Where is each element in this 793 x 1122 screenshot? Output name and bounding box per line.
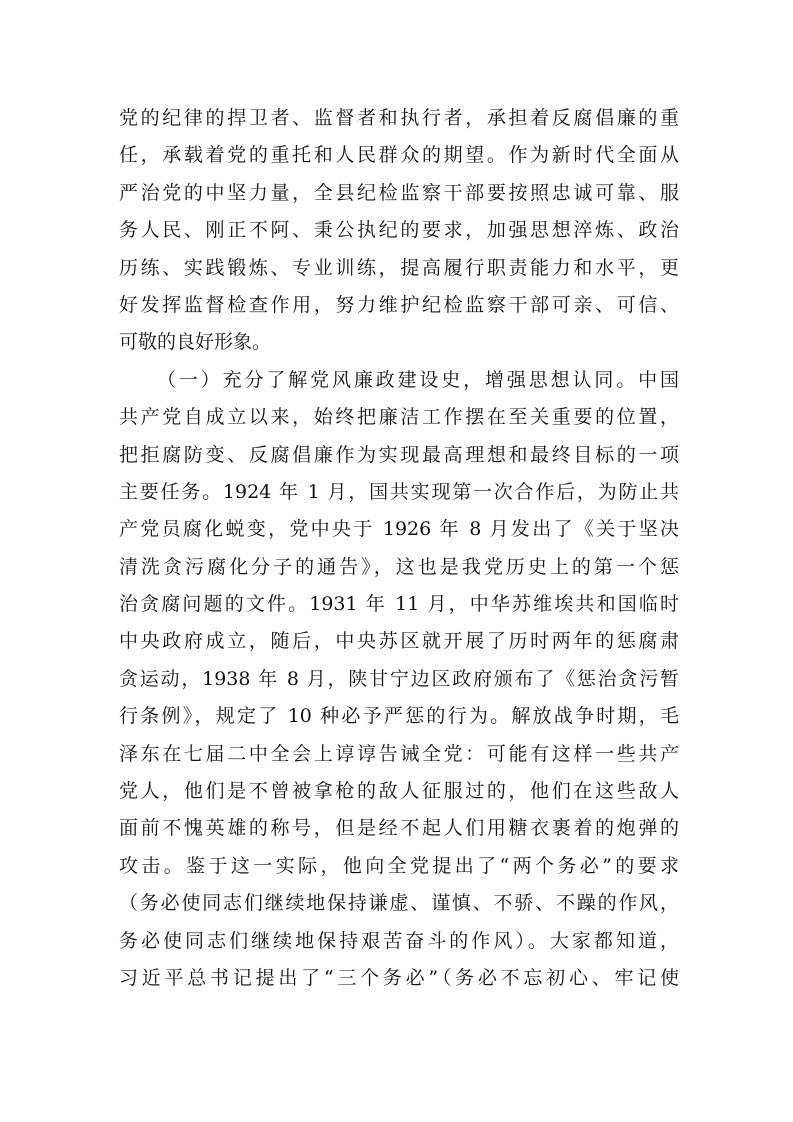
paragraph-end-line: 可敬的良好形象。 (119, 331, 272, 354)
text-line: 党人，他们是不曾被拿枪的敌人征服过的，他们在这些敌人 (119, 780, 679, 803)
text-line: 贪运动，1938 年 8 月，陕甘宁边区政府颁布了《惩治贪污暂 (119, 667, 679, 690)
text-line: 主要任务。1924 年 1 月，国共实现第一次合作后，为防止共 (119, 480, 679, 503)
text-line: 务人民、刚正不阿、秉公执纪的要求，加强思想淬炼、政治 (119, 219, 679, 242)
text-line: 务必使同志们继续地保持艰苦奋斗的作风）。大家都知道， (119, 929, 679, 952)
text-line: 行条例》，规定了 10 种必予严惩的行为。解放战争时期，毛 (119, 705, 679, 728)
text-line: 共产党自成立以来，始终把廉洁工作摆在至关重要的位置， (119, 406, 679, 429)
text-line: 任，承载着党的重托和人民群众的期望。作为新时代全面从 (119, 144, 679, 167)
document-body (119, 100, 679, 997)
text-line: 习近平总书记提出了“三个务必”（务必不忘初心、牢记使 (119, 966, 679, 989)
text-line: 治贪腐问题的文件。1931 年 11 月，中华苏维埃共和国临时 (119, 593, 679, 616)
text-line: 好发挥监督检查作用，努力维护纪检监察干部可亲、可信、 (119, 293, 679, 316)
text-line: 攻击。鉴于这一实际，他向全党提出了“两个务必”的要求 (119, 854, 679, 877)
text-line: 中央政府成立，随后，中央苏区就开展了历时两年的惩腐肃 (119, 630, 679, 653)
text-line: 产党员腐化蜕变，党中央于 1926 年 8 月发出了《关于坚决 (119, 518, 679, 541)
text-line: （务必使同志们继续地保持谦虚、谨慎、不骄、不躁的作风， (119, 892, 679, 915)
text-line: 面前不愧英雄的称号，但是经不起人们用糖衣裹着的炮弹的 (119, 817, 679, 840)
text-line: 泽东在七届二中全会上谆谆告诫全党：可能有这样一些共产 (119, 742, 679, 765)
text-line: 把拒腐防变、反腐倡廉作为实现最高理想和最终目标的一项 (119, 443, 679, 466)
text-line: 历练、实践锻炼、专业训练，提高履行职责能力和水平，更 (119, 256, 679, 279)
text-line: 党的纪律的捍卫者、监督者和执行者，承担着反腐倡廉的重 (119, 107, 679, 129)
text-line: 清洗贪污腐化分子的通告》，这也是我党历史上的第一个惩 (119, 555, 679, 578)
section-heading-line: （一）充分了解党风廉政建设史，增强思想认同。中国 (157, 368, 679, 391)
text-line: 严治党的中坚力量，全县纪检监察干部要按照忠诚可靠、服 (119, 181, 679, 204)
